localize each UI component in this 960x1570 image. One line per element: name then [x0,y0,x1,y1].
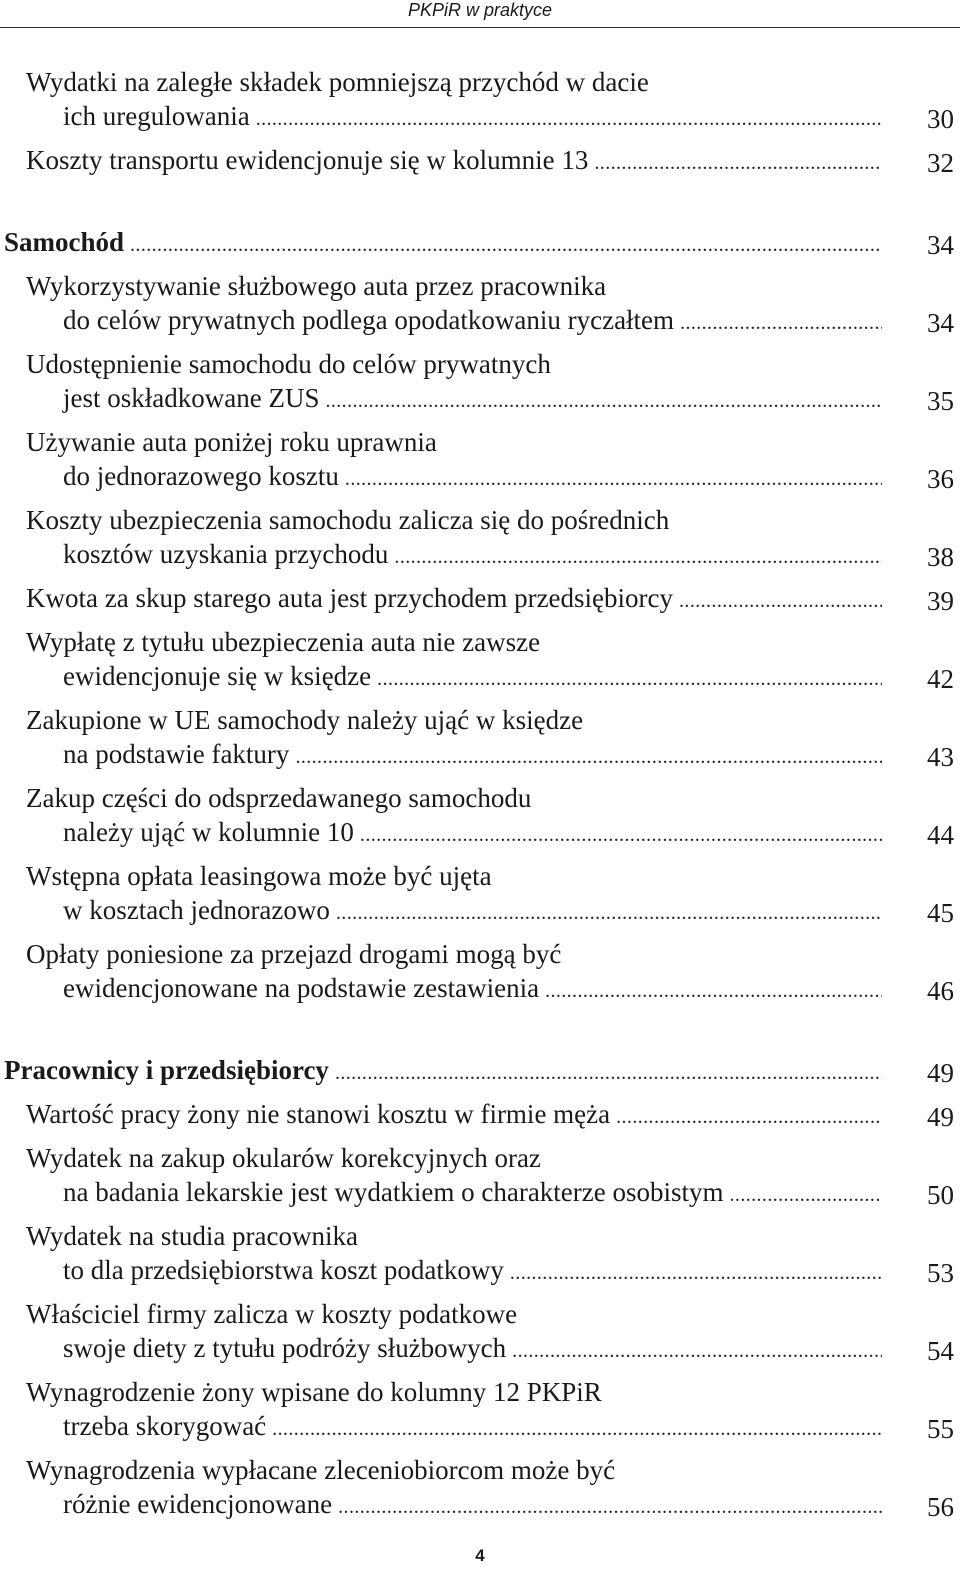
toc-entry-title: kosztów uzyskania przychodu [63,539,389,569]
toc-entry-title: to dla przedsiębiorstwa koszt podatkowy [63,1255,504,1285]
dot-leader [680,306,882,340]
toc-entry-page: 53 [927,1258,954,1288]
toc-entry[interactable] [0,625,960,696]
dot-leader [256,102,882,136]
toc-entry-title: Wartość pracy żony nie stanowi kosztu w firmie męża [26,1099,611,1129]
dot-leader [360,818,882,852]
dot-leader [394,540,882,574]
toc-entry[interactable] [0,1297,960,1368]
toc-entry-page: 55 [927,1414,954,1444]
toc-entry-title: na badania lekarskie jest wydatkiem o charakterze osobistym [63,1177,724,1207]
dot-leader [335,1056,882,1090]
dot-leader [545,974,882,1008]
dot-leader [130,228,882,262]
toc-entry-page: 42 [927,664,954,694]
dot-leader [679,584,882,618]
dot-leader [325,384,882,418]
toc-entry-title: do celów prywatnych podlega opodatkowaniu ryczałtem [63,305,675,335]
toc-entry-first-line: Udostępnienie samochodu do celów prywatnych [26,349,551,379]
toc-section-title: Pracownicy i przedsiębiorcy [4,1055,329,1085]
toc-entry-title: ewidencjonuje się w księdze [63,661,372,691]
toc-entry-page: 45 [927,898,954,928]
toc-section-heading[interactable] [0,225,960,262]
toc-entry[interactable] [0,269,960,340]
toc-entry-page: 34 [927,308,954,338]
toc-entry-first-line: Opłaty poniesione za przejazd drogami mogą być [26,939,562,969]
toc-entry-page: 39 [927,586,954,616]
toc-entry[interactable] [0,937,960,1008]
toc-entry-title: należy ująć w kolumnie 10 [63,817,354,847]
toc-entry-title: do jednorazowego kosztu [63,461,339,491]
toc-entry[interactable] [0,703,960,774]
toc-entry-title: ich uregulowania [63,101,250,131]
toc-entry-title: na podstawie faktury [63,739,290,769]
toc-entry-first-line: Zakup części do odsprzedawanego samochodu [26,783,532,813]
toc-entry-page: 50 [927,1180,954,1210]
toc-entry[interactable] [0,1453,960,1524]
toc-entry-first-line: Zakupione w UE samochody należy ująć w księdze [26,705,584,735]
toc-entry-page: 38 [927,542,954,572]
dot-leader [336,896,882,930]
toc-entry-title: różnie ewidencjonowane [63,1489,333,1519]
toc-entry-page: 44 [927,820,954,850]
running-title: PKPiR w praktyce [407,0,553,20]
toc-entry[interactable] [0,1097,960,1134]
toc-entry-first-line: Wstępna opłata leasingowa może być ujęta [26,861,492,891]
toc-section-heading[interactable] [0,1053,960,1090]
toc-entry-title: Kwota za skup starego auta jest przychodem przedsiębiorcy [26,583,674,613]
toc-entry-page: 30 [927,104,954,134]
toc-entry-first-line: Koszty ubezpieczenia samochodu zalicza się do pośrednich [26,505,670,535]
dot-leader [512,1334,882,1368]
toc-entry[interactable] [0,859,960,930]
toc-entry-first-line: Wynagrodzenia wypłacane zleceniobiorcom może być [26,1455,616,1485]
toc-entry-first-line: Wynagrodzenie żony wpisane do kolumny 12 PKPiR [26,1377,602,1407]
dot-leader [377,662,882,696]
page-number: 4 [475,1546,485,1565]
toc-entry-page: 56 [927,1492,954,1522]
toc-section-title: Samochód [4,227,125,257]
running-header [0,0,960,28]
section-spacer [0,1015,960,1053]
toc-entry-page: 43 [927,742,954,772]
toc-entry[interactable] [0,425,960,496]
toc-entry-first-line: Wykorzystywanie służbowego auta przez pracownika [26,271,607,301]
toc-entry[interactable] [0,143,960,180]
toc-entry-title: w kosztach jednorazowo [63,895,330,925]
toc-entry[interactable] [0,1375,960,1446]
toc-entry-title: Koszty transportu ewidencjonuje się w kolumnie 13 [26,145,589,175]
dot-leader [272,1412,882,1446]
dot-leader [730,1178,882,1212]
toc-entry-page: 46 [927,976,954,1006]
toc-entry-first-line: Właściciel firmy zalicza w koszty podatkowe [26,1299,518,1329]
toc-entry[interactable] [0,1141,960,1212]
toc-entry[interactable] [0,581,960,618]
toc-entry-page: 34 [927,230,954,260]
dot-leader [338,1490,882,1524]
toc-entry[interactable] [0,781,960,852]
toc-entry[interactable] [0,65,960,136]
toc-entry-first-line: Wydatek na zakup okularów korekcyjnych oraz [26,1143,541,1173]
toc-entry[interactable] [0,347,960,418]
table-of-contents [0,65,960,1531]
toc-entry-page: 35 [927,386,954,416]
dot-leader [345,462,882,496]
toc-entry-title: trzeba skorygować [63,1411,267,1441]
toc-entry-first-line: Używanie auta poniżej roku uprawnia [26,427,437,457]
toc-entry-page: 49 [927,1102,954,1132]
toc-entry-title: jest oskładkowane ZUS [63,383,320,413]
toc-entry-page: 54 [927,1336,954,1366]
section-spacer [0,187,960,225]
toc-entry-first-line: Wydatki na zaległe składek pomniejszą przychód w dacie [26,67,649,97]
toc-entry-first-line: Wypłatę z tytułu ubezpieczenia auta nie zawsze [26,627,541,657]
toc-entry-title: swoje diety z tytułu podróży służbowych [63,1333,507,1363]
toc-entry-first-line: Wydatek na studia pracownika [26,1221,359,1251]
dot-leader [295,740,882,774]
toc-entry-page: 36 [927,464,954,494]
dot-leader [594,146,882,180]
toc-entry-page: 49 [927,1058,954,1088]
toc-entry[interactable] [0,503,960,574]
toc-entry-page: 32 [927,148,954,178]
toc-entry[interactable] [0,1219,960,1290]
dot-leader [616,1100,882,1134]
toc-entry-title: ewidencjonowane na podstawie zestawienia [63,973,540,1003]
dot-leader [510,1256,882,1290]
